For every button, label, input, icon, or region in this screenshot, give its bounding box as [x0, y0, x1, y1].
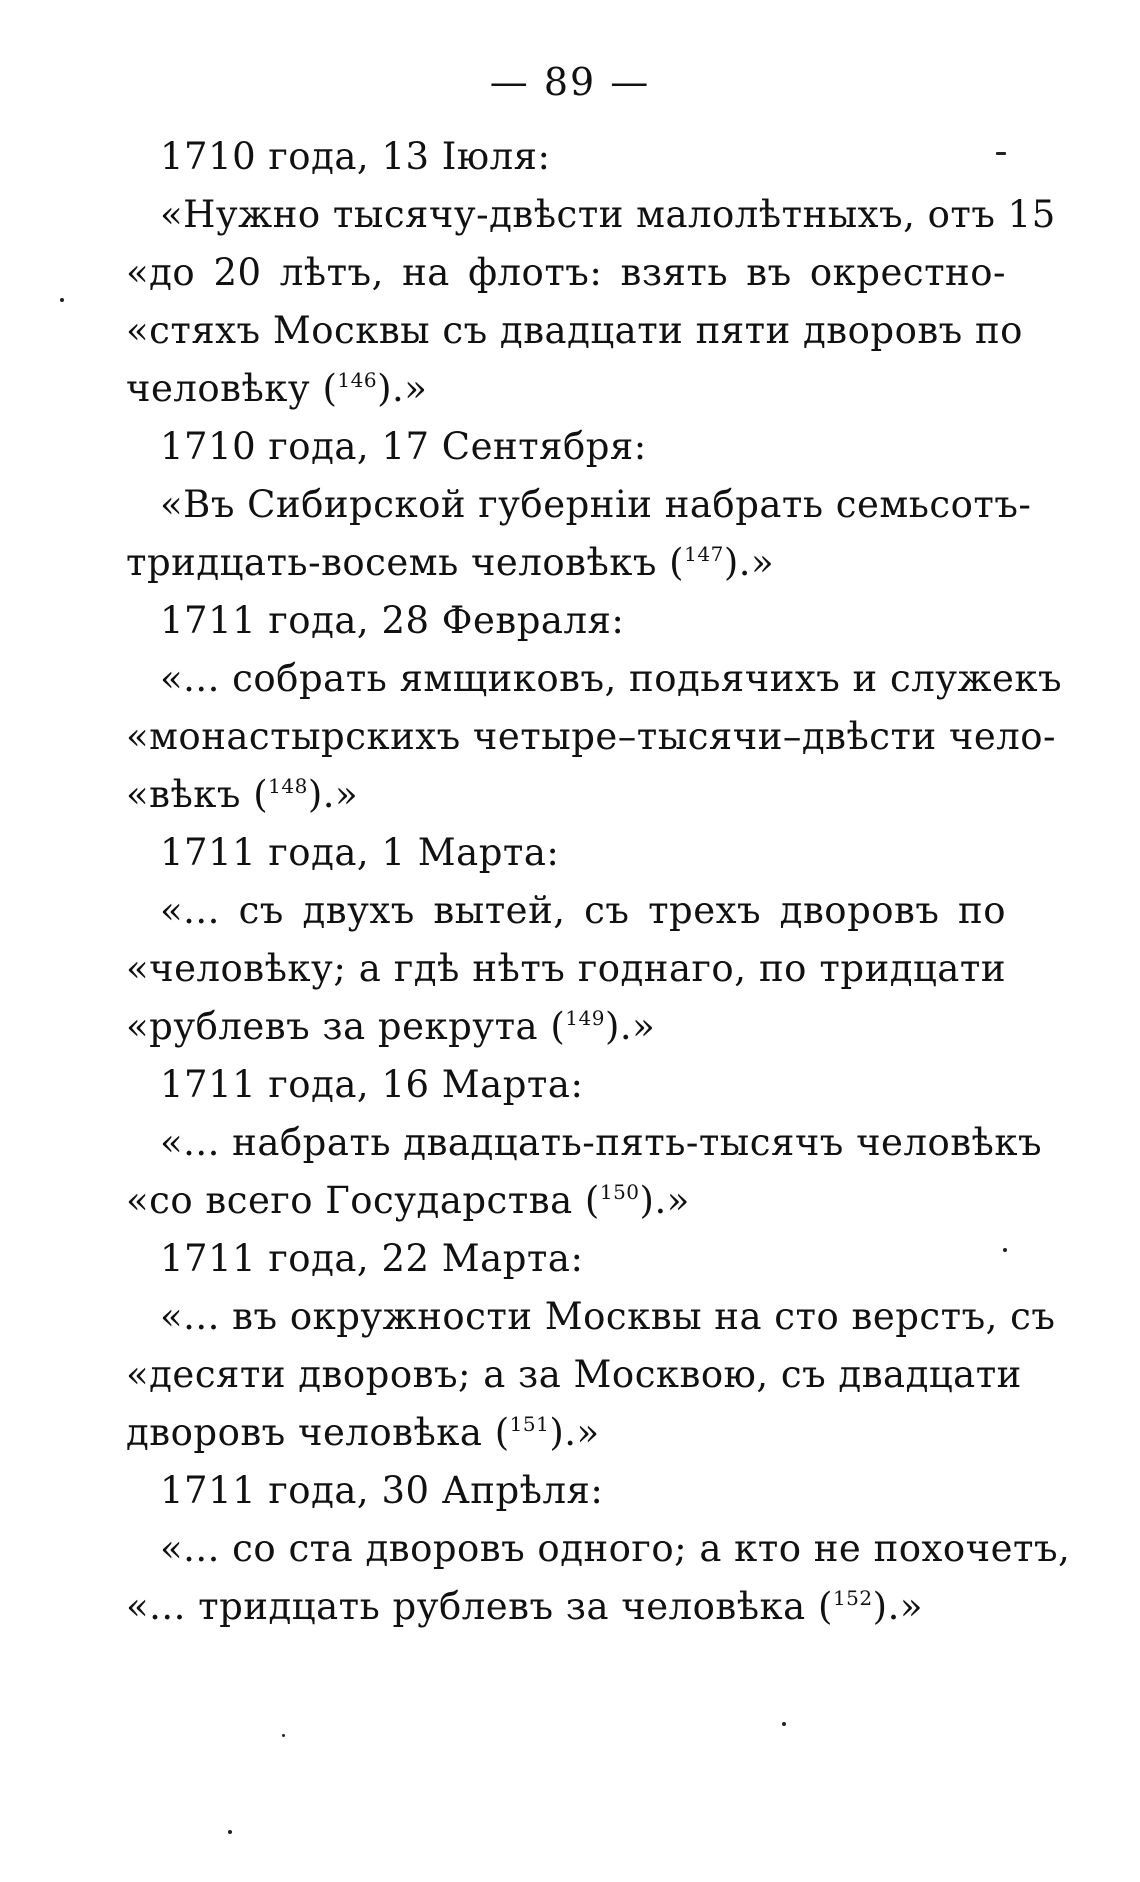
line-text: «Въ Сибирской губерніи набрать семьсотъ-: [160, 483, 1032, 526]
line-text: «человѣку; а гдѣ нѣтъ годнаго, по тридцати: [126, 947, 1006, 990]
line-text: «... тридцать рублевъ за человѣка: [126, 1585, 806, 1628]
date-heading: [126, 1462, 1006, 1520]
line-text: 1710 года, 17 Сентября:: [160, 425, 647, 468]
quote-line: [126, 1346, 1022, 1404]
quote-line: [126, 244, 1006, 302]
scan-speck: [282, 1734, 285, 1737]
quote-close: ).»: [604, 1005, 656, 1048]
footnote-ref: 152: [832, 1586, 873, 1610]
footnote-ref: 146: [337, 368, 378, 392]
quote-line: [126, 302, 1023, 360]
line-text: «... въ окружности Москвы на сто верстъ, съ: [160, 1295, 1056, 1338]
line-text: тридцать-восемь человѣкъ: [126, 541, 657, 584]
line-text: «Нужно тысячу-двѣсти малолѣтныхъ, отъ 15: [160, 193, 1056, 236]
line-text: 1711 года, 30 Апрѣля:: [160, 1469, 604, 1512]
quote-line: [126, 940, 1006, 998]
scan-speck: [228, 1830, 232, 1834]
footnote-ref: 150: [599, 1180, 640, 1204]
quote-line: [126, 1114, 1043, 1172]
quote-line: [126, 1288, 1056, 1346]
quote-line: [126, 1520, 1071, 1578]
quote-line: [126, 882, 1006, 940]
quote-line: [126, 476, 1032, 534]
line-text: «... набрать двадцать-пять-тысячъ человѣкъ: [160, 1121, 1043, 1164]
scan-speck: [782, 1722, 786, 1726]
quote-line-with-footnote: человѣку ($^{146}$).»: [126, 367, 428, 410]
quote-line: [126, 186, 1056, 244]
quote-close: ).»: [377, 367, 428, 410]
line-text: «... съ двухъ вытей, съ трехъ дворовъ по: [160, 889, 1006, 932]
date-heading: [126, 1230, 1006, 1288]
footnote-ref: 148: [268, 774, 308, 798]
text-body: [126, 128, 1071, 1636]
quote-line-with-footnote: «со всего Государства ($^{150}$).»: [126, 1179, 690, 1222]
date-heading: [126, 592, 1006, 650]
footnote-ref: 149: [565, 1006, 605, 1030]
quote-line: [126, 708, 1057, 766]
line-text: 1711 года, 16 Марта:: [160, 1063, 584, 1106]
quote-line-with-footnote: «... тридцать рублевъ за человѣка ($^{152}$).»: [126, 1585, 923, 1628]
line-text: «до 20 лѣтъ, на флотъ: взять въ окрестно-: [126, 251, 1006, 294]
line-text: «стяхъ Москвы съ двадцати пяти дворовъ по: [126, 309, 1023, 352]
quote-close: ).»: [307, 773, 359, 816]
scan-speck: [996, 152, 1006, 155]
quote-close: ).»: [549, 1411, 600, 1454]
line-text: «монастырскихъ четыре–тысячи–двѣсти чело-: [126, 715, 1057, 758]
line-text: человѣку: [126, 367, 311, 410]
date-heading: [126, 418, 1006, 476]
date-heading: [126, 1056, 1006, 1114]
line-text: 1711 года, 28 Февраля:: [160, 599, 625, 642]
line-text: «вѣкъ: [126, 773, 241, 816]
line-text: «... собрать ямщиковъ, подьячихъ и служекъ: [160, 657, 1063, 700]
footnote-ref: 147: [684, 542, 724, 566]
line-text: 1710 года, 13 Іюля:: [160, 135, 551, 178]
line-text: «десяти дворовъ; а за Москвою, съ двадцати: [126, 1353, 1022, 1396]
scan-speck: [1003, 1248, 1007, 1252]
line-text: «рублевъ за рекрута: [126, 1005, 539, 1048]
line-text: 1711 года, 1 Марта:: [160, 831, 560, 874]
line-text: дворовъ человѣка: [126, 1411, 483, 1454]
quote-close: ).»: [872, 1585, 923, 1628]
quote-close: ).»: [639, 1179, 690, 1222]
scan-speck: [60, 298, 64, 302]
quote-close: ).»: [723, 541, 775, 584]
quote-line-with-footnote: «рублевъ за рекрута ($^{149}$).»: [126, 1005, 656, 1048]
quote-line-with-footnote: «вѣкъ ($^{148}$).»: [126, 773, 359, 816]
quote-line: [126, 650, 1063, 708]
quote-line-with-footnote: дворовъ человѣка ($^{151}$).»: [126, 1411, 600, 1454]
line-text: 1711 года, 22 Марта:: [160, 1237, 584, 1280]
page-number: — 89 —: [489, 60, 651, 104]
date-heading: [126, 128, 1006, 186]
line-text: «... со ста дворовъ одного; а кто не похочетъ,: [160, 1527, 1071, 1570]
date-heading: [126, 824, 1006, 882]
quote-line-with-footnote: тридцать-восемь человѣкъ ($^{147}$).»: [126, 541, 775, 584]
line-text: «со всего Государства: [126, 1179, 573, 1222]
footnote-ref: 151: [509, 1412, 550, 1436]
